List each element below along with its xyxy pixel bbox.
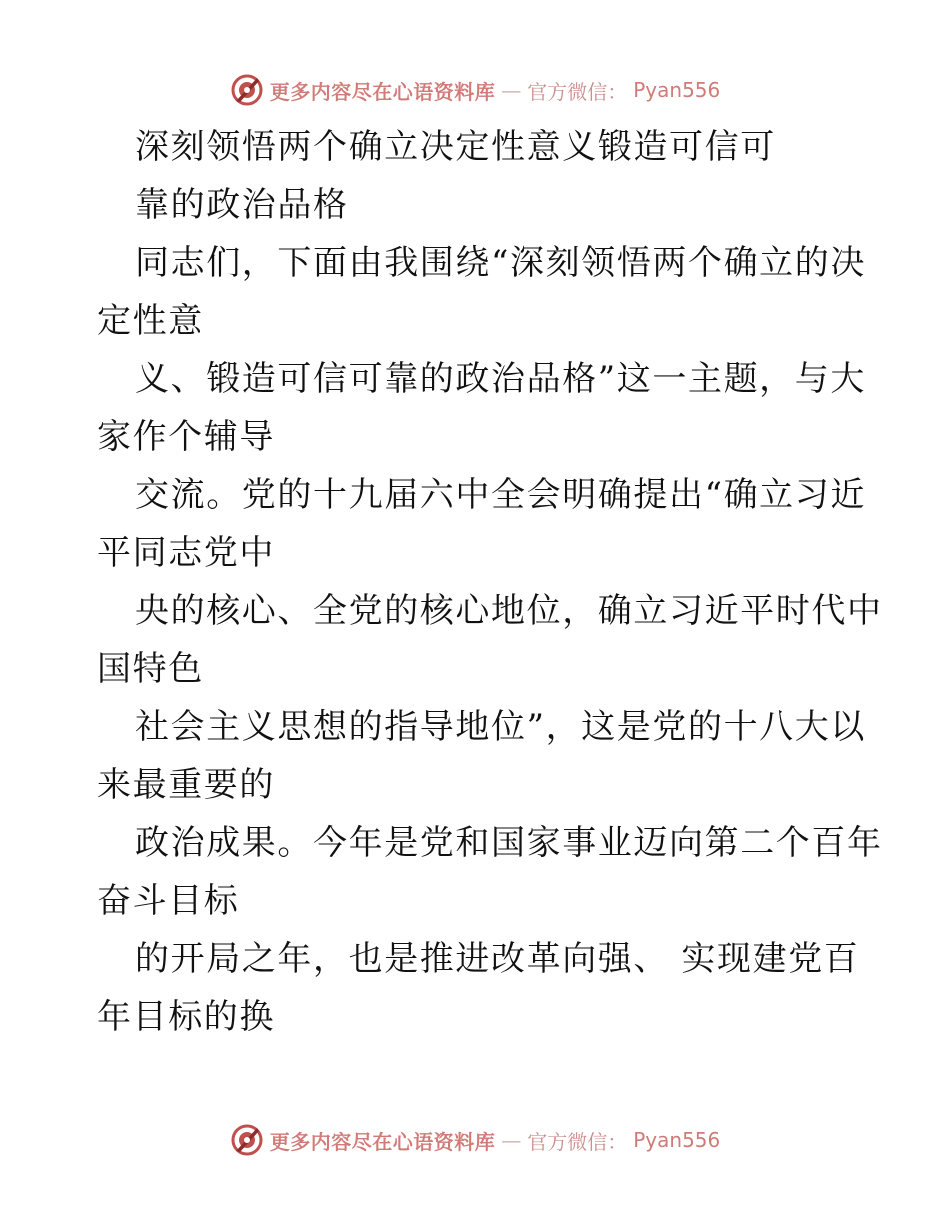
banner-wechat-id: Pyan556	[633, 1128, 721, 1152]
banner-slogan: 更多内容尽在心语资料库	[269, 1129, 496, 1154]
document-line: 义、锻造可信可靠的政治品格”这一主题，与大	[135, 359, 866, 399]
banner-wechat-label: 官方微信：	[527, 1129, 628, 1154]
footer-banner	[0, 1120, 950, 1160]
document-body	[97, 118, 883, 1046]
document-line: 的开局之年，也是推进改革向强、 实现建党百	[135, 939, 860, 979]
quill-pen-logo-icon	[230, 73, 264, 107]
banner-wechat-id: Pyan556	[633, 78, 721, 102]
document-line: 奋斗目标	[97, 881, 240, 921]
document-line: 国特色	[97, 649, 204, 689]
header-banner	[0, 70, 950, 110]
document-line: 同志们，下面由我围绕“深刻领悟两个确立的决	[135, 243, 866, 283]
banner-slogan: 更多内容尽在心语资料库	[269, 79, 496, 104]
document-line: 平同志党中	[97, 533, 275, 573]
document-line: 政治成果。今年是党和国家事业迈向第二个百年	[135, 823, 883, 863]
document-line: 年目标的换	[97, 997, 275, 1037]
document-line: 央的核心、全党的核心地位，确立习近平时代中	[135, 591, 883, 631]
banner-wechat-label: 官方微信：	[527, 79, 628, 104]
document-line: 社会主义思想的指导地位”，这是党的十八大以	[135, 707, 866, 747]
banner-dash: —	[501, 1128, 522, 1152]
document-line: 靠的政治品格	[135, 185, 349, 225]
banner-dash: —	[501, 78, 522, 102]
document-line: 定性意	[97, 301, 204, 341]
quill-pen-logo-icon	[230, 1123, 264, 1157]
document-line: 交流。党的十九届六中全会明确提出“确立习近	[135, 475, 866, 515]
document-line: 家作个辅导	[97, 417, 275, 457]
document-line: 深刻领悟两个确立决定性意义锻造可信可	[135, 127, 776, 167]
document-line: 来最重要的	[97, 765, 275, 805]
